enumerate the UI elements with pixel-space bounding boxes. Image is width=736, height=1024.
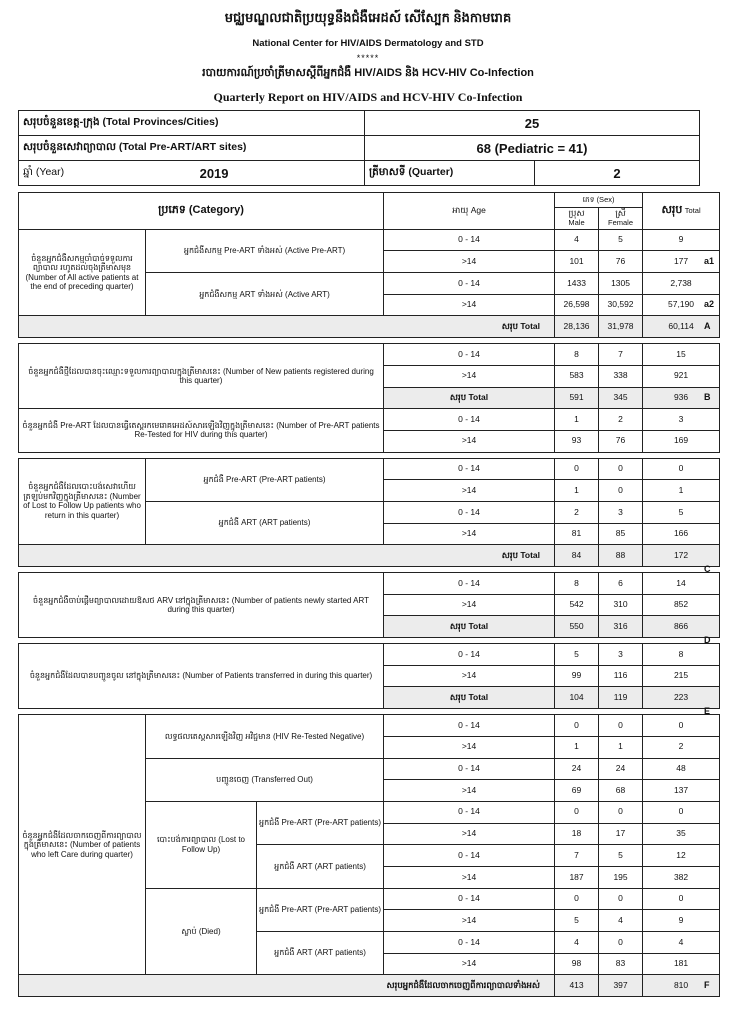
row-code: a2 [704,299,715,310]
table-row [19,644,720,666]
total-value: 57,190 [643,294,720,316]
khmer-report-subtitle: របាយការណ៍ប្រចាំត្រីមាសស្តីពីអ្នកជំងឺ HIV/AIDS និង HCV-HIV Co-Infection [202,67,534,79]
male-value: 583 [555,365,599,387]
female-header [599,208,643,230]
row-code: A [704,320,711,331]
retested-negative-label: លទ្ធផលតេស្តសារឡើងវិញ អវិជ្ជមាន (HIV Re-Tested Negative) [146,715,384,758]
row-code: E [704,705,711,716]
male-value: 93 [555,430,599,452]
total-value: 0 [643,888,720,910]
male-value: 4 [555,932,599,954]
female-value: 0 [599,801,643,823]
male-header [555,208,599,230]
male-value: 99 [555,665,599,687]
sum-total-label: សរុប Total [384,616,555,638]
active-pre-art-label: អ្នកជំងឺសកម្ម Pre-ART ទាំងអស់ (Active Pre-ART) [146,229,384,272]
sum-total-label: សរុប Total [19,316,555,338]
total-value: 5 [643,501,720,523]
age-cell: 0 - 14 [384,715,555,737]
male-value: 28,136 [555,316,599,338]
total-value: 0 [643,715,720,737]
total-en: Total [684,206,701,216]
total-value: 169 [643,430,720,452]
provinces-value: 25 [365,111,700,136]
age-cell: >14 [384,823,555,845]
quarter-value: 2 [535,161,700,186]
age-cell: 0 - 14 [384,458,555,480]
died-label: ស្លាប់ (Died) [146,888,257,975]
lost-to-follow-up-label: បោះបង់ការព្យាបាល (Lost to Follow Up) [146,801,257,888]
female-value: 2 [599,409,643,431]
male-value: 1 [555,736,599,758]
age-cell: >14 [384,294,555,316]
total-value: 936 [643,387,720,409]
total-kh: សរុប [661,204,683,217]
total-value: 4 [643,932,720,954]
sites-label: សរុបចំនួនសេវាព្យាបាល (Total Pre-ART/ART sites) [19,136,365,161]
total-value: 181 [643,953,720,975]
total-value: 382 [643,866,720,888]
age-cell: 0 - 14 [384,229,555,251]
age-cell: >14 [384,365,555,387]
female-value: 17 [599,823,643,845]
age-cell: >14 [384,251,555,273]
section-d-label: ចំនួនអ្នកជំងឺចាប់ផ្តើមព្យាបាលដោយឱសថ ARV នៅក្នុងត្រីមាសនេះ (Number of patients newly started ART during this quarter) [19,573,384,638]
ltfu-pre-art-label: អ្នកជំងឺ Pre-ART (Pre-ART patients) [257,801,384,844]
female-value: 0 [599,480,643,502]
year-value: 2019 [199,165,229,181]
sum-total-label: សរុប Total [384,687,555,709]
female-value: 83 [599,953,643,975]
table-row [19,229,720,251]
total-value: 35 [643,823,720,845]
female-value: 85 [599,523,643,545]
female-value: 195 [599,866,643,888]
total-value: 2 [643,736,720,758]
khmer-center-title: មជ្ឈមណ្ឌលជាតិប្រយុទ្ធនឹងជំងឺអេដស៍ សើស្បែក និងកាមរោគ [224,10,512,25]
age-cell: >14 [384,736,555,758]
transferred-out-label: បញ្ជូនចេញ (Transferred Out) [146,758,384,801]
female-value: 3 [599,501,643,523]
year-cell [19,161,365,186]
male-value: 18 [555,823,599,845]
female-value: 310 [599,594,643,616]
total-row [19,316,720,338]
pre-art-patients-label: អ្នកជំងឺ Pre-ART (Pre-ART patients) [146,458,384,501]
male-value: 8 [555,573,599,595]
row-code: a1 [704,255,715,266]
female-value: 6 [599,573,643,595]
sex-header: ភេទ (Sex) [555,193,643,208]
age-cell: >14 [384,480,555,502]
female-value: 88 [599,545,643,567]
female-value: 24 [599,758,643,780]
table-row [19,715,720,737]
row-code: C [704,563,711,574]
total-value: 14 [643,573,720,595]
male-value: 98 [555,953,599,975]
age-cell: >14 [384,910,555,932]
died-pre-art-label: អ្នកជំងឺ Pre-ART (Pre-ART patients) [257,888,384,931]
main-data-table [18,192,720,997]
total-value: 9 [643,229,720,251]
male-value: 69 [555,780,599,802]
male-value: 5 [555,644,599,666]
male-value: 7 [555,845,599,867]
male-value: 542 [555,594,599,616]
section-a-label: ចំនួនអ្នកជំងឺសកម្មចាំបាច់ទទួលការព្យាបាល រហូតដល់ចុងត្រីមាសមុន (Number of All active patients at the end of preceding quarter) [19,229,146,316]
retest-label: ចំនួនអ្នកជំងឺ Pre-ART ដែលបានធ្វើតេស្តរកមេរោគអេដស៍សារឡើងវិញក្នុងត្រីមាសនេះ (Number of Pre-ART patients Re-Tested for HIV during this quarter) [19,409,384,452]
age-cell: 0 - 14 [384,344,555,366]
total-header [643,193,720,230]
header-row [19,193,720,208]
female-value: 345 [599,387,643,409]
female-value: 397 [599,975,643,997]
female-value: 76 [599,251,643,273]
male-value: 187 [555,866,599,888]
male-en: Male [568,218,585,228]
male-value: 104 [555,687,599,709]
total-value: 1 [643,480,720,502]
total-value: 166 [643,523,720,545]
active-art-label: អ្នកជំងឺសកម្ម ART ទាំងអស់ (Active ART) [146,273,384,316]
age-cell: >14 [384,665,555,687]
sum-total-label: សរុប Total [384,387,555,409]
table-row [19,409,720,431]
female-value: 30,592 [599,294,643,316]
total-value: 866 [643,616,720,638]
section-f-label: ចំនួនអ្នកជំងឺដែលចាកចេញពីការព្យាបាលក្នុងត្រីមាសនេះ (Number of patients who left Care during quarter) [19,715,146,975]
age-cell: 0 - 14 [384,273,555,295]
female-value: 7 [599,344,643,366]
total-value: 137 [643,780,720,802]
female-value: 0 [599,888,643,910]
sites-value: 68 (Pediatric = 41) [365,136,700,161]
male-value: 4 [555,229,599,251]
provinces-label: សរុបចំនួនខេត្ត-ក្រុង (Total Provinces/Cities) [19,111,365,136]
male-value: 84 [555,545,599,567]
age-cell: 0 - 14 [384,932,555,954]
age-cell: >14 [384,953,555,975]
summary-table [18,110,700,186]
male-value: 1 [555,409,599,431]
table-row [19,573,720,595]
section-e-label: ចំនួនអ្នកជំងឺដែលបានបញ្ជូនចូល នៅក្នុងត្រីមាសនេះ (Number of Patients transferred in during this quarter) [19,644,384,709]
age-cell: 0 - 14 [384,845,555,867]
total-value: 2,738 [643,273,720,295]
stars-divider: ***** [356,53,380,63]
female-value: 3 [599,644,643,666]
age-cell: 0 - 14 [384,644,555,666]
male-value: 81 [555,523,599,545]
female-value: 338 [599,365,643,387]
total-value: 15 [643,344,720,366]
male-value: 5 [555,910,599,932]
age-cell: 0 - 14 [384,409,555,431]
total-value: 12 [643,845,720,867]
male-value: 1433 [555,273,599,295]
section-c-label: ចំនួនអ្នកជំងឺដែលបោះបង់សេវាហើយត្រឡប់មកវិញក្នុងត្រីមាសនេះ (Number of Lost to Follow Up patients who return in this quarter) [19,458,146,545]
report-title: Quarterly Report on HIV/AIDS and HCV-HIV Co-Infection [213,90,523,104]
female-value: 31,978 [599,316,643,338]
ltfu-art-label: អ្នកជំងឺ ART (ART patients) [257,845,384,888]
female-value: 5 [599,229,643,251]
age-cell: 0 - 14 [384,501,555,523]
age-header: អាយុ Age [384,193,555,230]
total-value: 810 [643,975,720,997]
section-b-label: ចំនួនអ្នកជំងឺថ្មីដែលបានចុះឈ្មោះទទួលការព្យាបាលក្នុងត្រីមាសនេះ (Number of New patients registered during this quarter) [19,344,384,409]
male-value: 0 [555,801,599,823]
male-value: 26,598 [555,294,599,316]
total-value: 852 [643,594,720,616]
total-value: 8 [643,644,720,666]
quarter-label: ត្រីមាសទី (Quarter) [365,161,535,186]
male-value: 1 [555,480,599,502]
age-cell: 0 - 14 [384,758,555,780]
age-cell: >14 [384,430,555,452]
total-row [19,975,720,997]
total-value: 177 [643,251,720,273]
age-cell: >14 [384,866,555,888]
year-label: ឆ្នាំ (Year) [23,165,65,178]
age-cell: 0 - 14 [384,801,555,823]
total-value: 215 [643,665,720,687]
total-value: 0 [643,458,720,480]
sum-total-label: សរុប Total [19,545,555,567]
total-value: 921 [643,365,720,387]
age-cell: 0 - 14 [384,573,555,595]
art-patients-label: អ្នកជំងឺ ART (ART patients) [146,501,384,544]
male-value: 591 [555,387,599,409]
row-code: F [704,979,710,990]
row-code: B [704,391,711,402]
female-value: 119 [599,687,643,709]
female-value: 68 [599,780,643,802]
female-value: 316 [599,616,643,638]
female-value: 76 [599,430,643,452]
male-value: 8 [555,344,599,366]
male-value: 101 [555,251,599,273]
row-code: D [704,634,711,645]
died-art-label: អ្នកជំងឺ ART (ART patients) [257,932,384,975]
female-value: 1305 [599,273,643,295]
male-kh: ប្រុស [568,207,585,218]
total-value: 9 [643,910,720,932]
male-value: 2 [555,501,599,523]
female-value: 0 [599,458,643,480]
center-name: National Center for HIV/AIDS Dermatology and STD [252,38,484,49]
male-value: 550 [555,616,599,638]
male-value: 0 [555,458,599,480]
table-row [19,458,720,480]
total-value: 0 [643,801,720,823]
total-value: 172 [643,545,720,567]
female-value: 5 [599,845,643,867]
age-cell: >14 [384,594,555,616]
male-value: 0 [555,888,599,910]
total-value: 223 [643,687,720,709]
total-row [19,545,720,567]
female-value: 0 [599,932,643,954]
category-header: ប្រភេទ (Category) [19,193,384,230]
female-value: 4 [599,910,643,932]
total-value: 60,114 [643,316,720,338]
female-value: 0 [599,715,643,737]
age-cell: >14 [384,523,555,545]
total-value: 48 [643,758,720,780]
male-value: 24 [555,758,599,780]
female-en: Female [608,218,634,228]
female-value: 116 [599,665,643,687]
sum-total-label: សរុបអ្នកជំងឺដែលចាកចេញពីការព្យាបាលទាំងអស់ [19,975,555,997]
age-cell: >14 [384,780,555,802]
table-row [19,344,720,366]
total-value: 3 [643,409,720,431]
female-value: 1 [599,736,643,758]
male-value: 413 [555,975,599,997]
female-kh: ស្រី [615,207,626,218]
age-cell: 0 - 14 [384,888,555,910]
male-value: 0 [555,715,599,737]
